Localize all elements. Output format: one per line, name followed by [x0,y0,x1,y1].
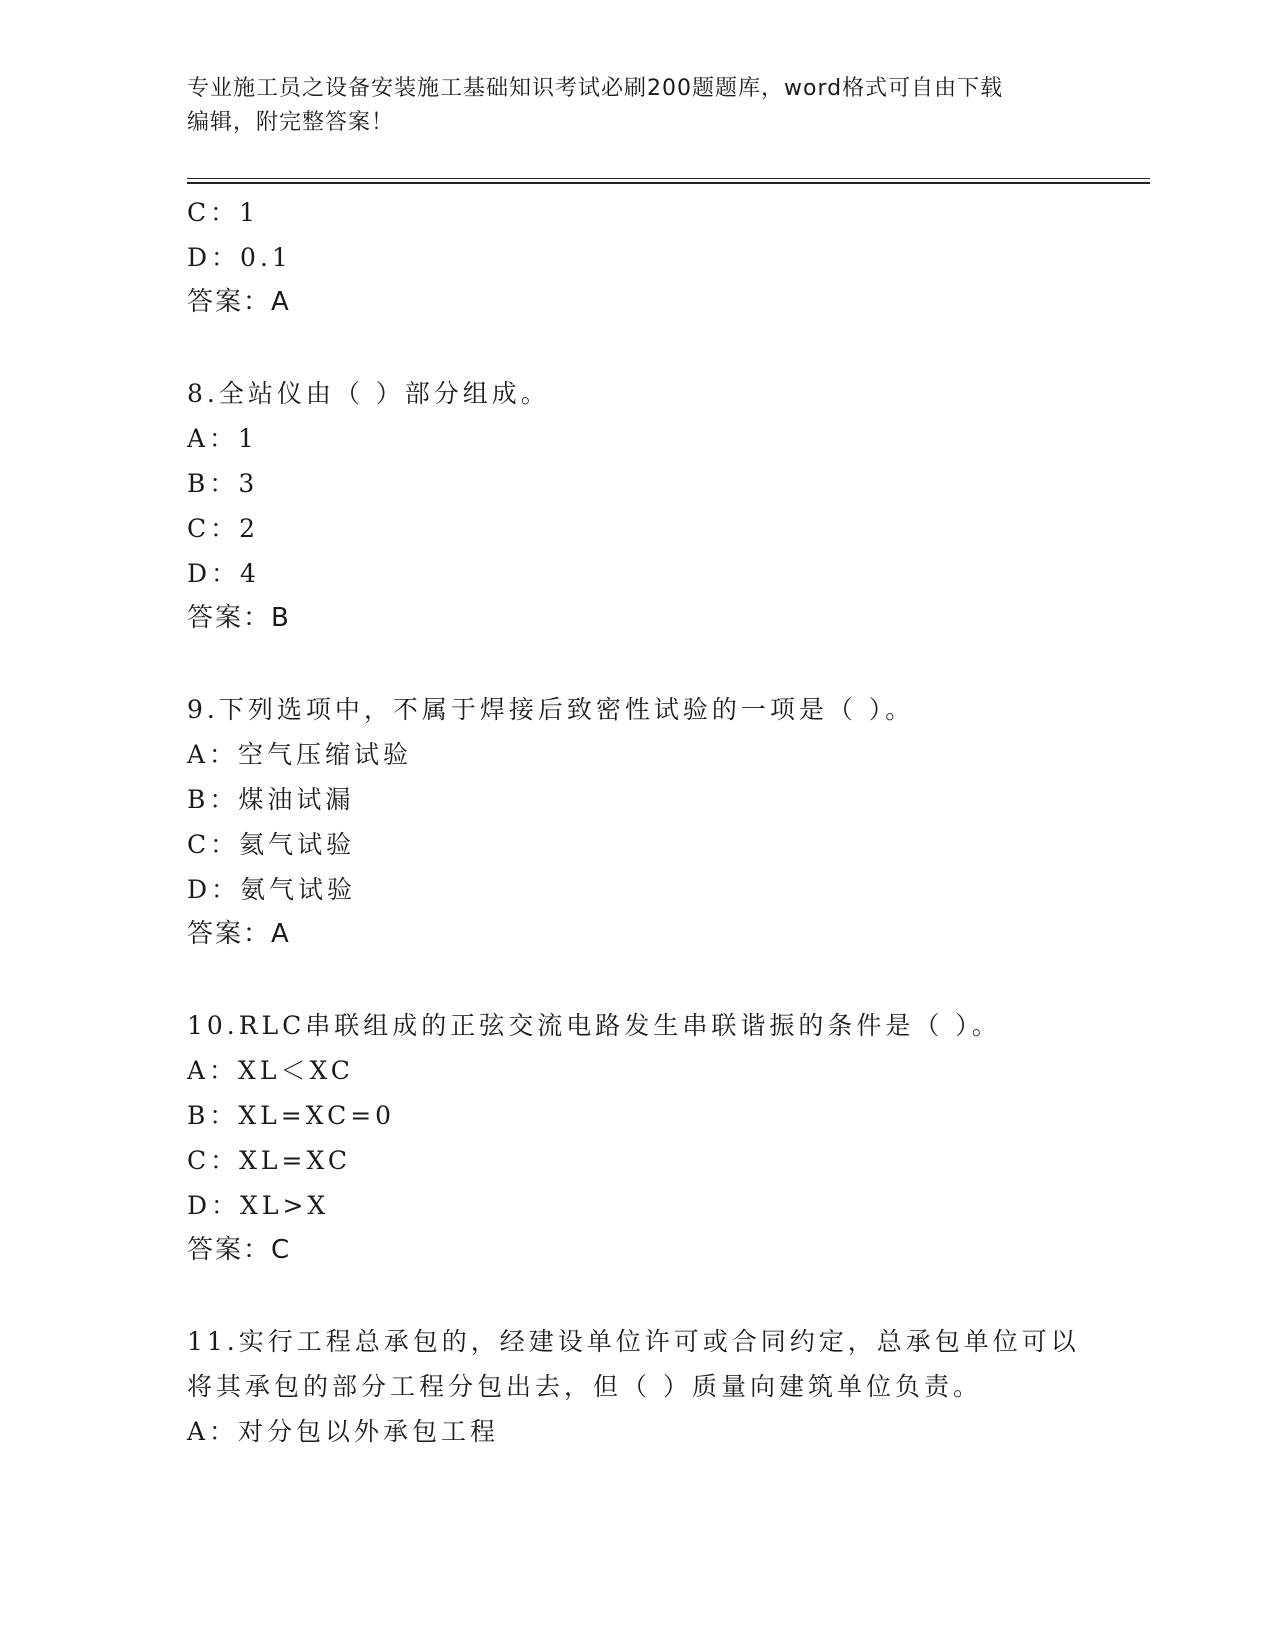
question-text: 9.下列选项中，不属于焊接后致密性试验的一项是（ ）。 [187,695,915,724]
option-d: D：XL>X [187,1191,330,1220]
option-d: D：0.1 [187,243,292,272]
answer-line: 答案：B [187,603,291,633]
header-title-line-2: 编辑，附完整答案！ [187,110,395,135]
option-b: B：XL=XC=0 [187,1101,396,1130]
header-divider-thick [187,182,1150,184]
option-c: C：XL=XC [187,1146,351,1175]
answer-line: 答案：A [187,287,291,317]
header-title-line-1: 专业施工员之设备安装施工基础知识考试必刷200题题库，word格式可自由下载 [187,76,1004,101]
option-a: A：空气压缩试验 [187,740,413,769]
answer-line: 答案：C [187,1235,292,1265]
option-a: A：XL＜XC [187,1056,354,1085]
option-d: D：氨气试验 [187,875,357,904]
option-b: B：3 [187,469,259,498]
option-c: C：2 [187,514,260,543]
question-list [187,190,1087,1454]
header-divider-thin [187,178,1150,179]
option-c: C：氦气试验 [187,830,356,859]
question-text: 10.RLC串联组成的正弦交流电路发生串联谐振的条件是（ ）。 [187,1011,1001,1040]
question-text: 8.全站仪由（ ）部分组成。 [187,379,550,408]
option-c: C：1 [187,198,260,227]
option-a: A：1 [187,424,258,453]
option-d: D：4 [187,559,260,588]
document-header [187,72,1067,140]
option-a: A：对分包以外承包工程 [187,1417,500,1446]
question-text-line-1: 11.实行工程总承包的，经建设单位许可或合同约定，总承包单位可以 [187,1327,1080,1356]
option-b: B：煤油试漏 [187,785,355,814]
question-text-line-2: 将其承包的部分工程分包出去，但（ ）质量向建筑单位负责。 [187,1372,982,1401]
answer-line: 答案：A [187,919,291,949]
